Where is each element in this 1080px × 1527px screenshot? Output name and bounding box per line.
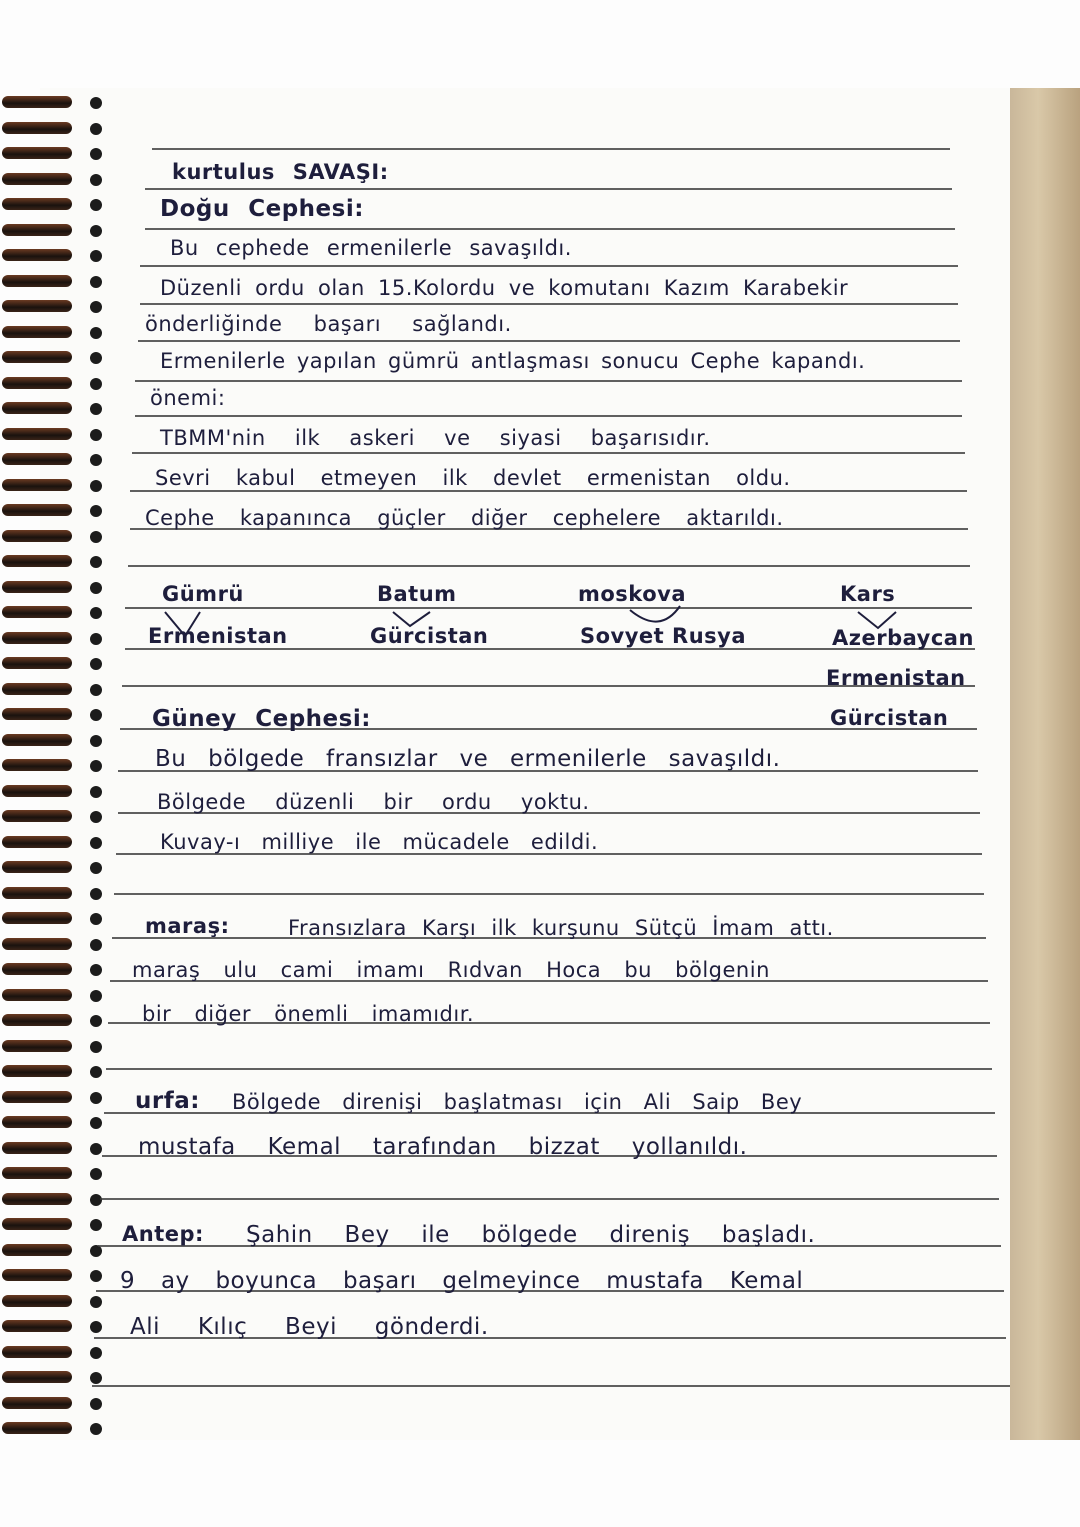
spiral-coil [2, 1291, 102, 1313]
treaty-country: Gürcistan [370, 624, 489, 648]
treaty-name: Batum [377, 582, 457, 606]
treaty-name: moskova [578, 582, 686, 606]
onemi-heading: önemi: [150, 386, 226, 410]
spiral-coil [2, 1240, 102, 1262]
treaty-country: Ermenistan [826, 666, 966, 690]
spiral-coil [2, 730, 102, 752]
spiral-coil [2, 1393, 102, 1415]
treaty-country: Gürcistan [830, 706, 949, 730]
antep-label: Antep: [122, 1222, 204, 1246]
spiral-coil [2, 1367, 102, 1389]
spiral-coil [2, 959, 102, 981]
spiral-coil [2, 1061, 102, 1083]
guney-heading: Güney Cephesi: [152, 706, 371, 732]
spiral-coil [2, 934, 102, 956]
spiral-coil [2, 883, 102, 905]
urfa-line: Bölgede direnişi başlatması için Ali Saip Bey [232, 1090, 803, 1114]
dogu-line: Ermenilerle yapılan gümrü antlaşması sonucu Cephe kapandı. [160, 349, 866, 373]
ruled-line [100, 1198, 999, 1200]
urfa-line: mustafa Kemal tarafından bizzat yollanıldı. [138, 1134, 748, 1160]
spiral-coil [2, 908, 102, 930]
guney-line: Bu bölgede fransızlar ve ermenilerle savaşıldı. [155, 746, 781, 772]
treaty-name: Gümrü [162, 582, 244, 606]
spiral-coil [2, 755, 102, 777]
guney-line: Kuvay-ı milliye ile mücadele edildi. [160, 830, 599, 854]
spiral-coil [2, 1087, 102, 1109]
treaty-name: Kars [840, 582, 896, 606]
dogu-heading: Doğu Cephesi: [160, 196, 364, 222]
urfa-label: urfa: [135, 1088, 200, 1114]
spiral-coil [2, 704, 102, 726]
spiral-coil [2, 806, 102, 828]
treaty-country: Sovyet Rusya [580, 624, 747, 648]
spiral-coil [2, 1010, 102, 1032]
spiral-coil [2, 832, 102, 854]
spiral-coil [2, 781, 102, 803]
dogu-line: Düzenli ordu olan 15.Kolordu ve komutanı Kazım Karabekir [160, 276, 849, 300]
maras-line: Fransızlara Karşı ilk kurşunu Sütçü İmam attı. [288, 916, 834, 940]
dogu-line: önderliğinde başarı sağlandı. [145, 312, 512, 336]
treaty-country: Ermenistan [148, 624, 288, 648]
spiral-coil [2, 985, 102, 1007]
spiral-coil [2, 1214, 102, 1236]
spiral-coil [2, 1036, 102, 1058]
spiral-coil [2, 1189, 102, 1211]
spiral-coil [2, 1342, 102, 1364]
treaty-country: Azerbaycan [832, 626, 974, 650]
maras-line: maraş ulu cami imamı Rıdvan Hoca bu bölgenin [132, 958, 770, 982]
onemi-line: Sevri kabul etmeyen ilk devlet ermenistan oldu. [155, 466, 791, 490]
ruled-line [114, 893, 984, 895]
spiral-coil [2, 1163, 102, 1185]
onemi-line: TBMM'nin ilk askeri ve siyasi başarısıdır. [160, 426, 711, 450]
maras-label: maraş: [145, 914, 230, 938]
antep-line: 9 ay boyunca başarı gelmeyince mustafa Kemal [120, 1268, 804, 1294]
guney-line: Bölgede düzenli bir ordu yoktu. [157, 790, 590, 814]
antep-line: Ali Kılıç Beyi gönderdi. [130, 1314, 489, 1340]
spiral-coil [2, 1316, 102, 1338]
spiral-coil [2, 1265, 102, 1287]
spiral-coil [2, 857, 102, 879]
dogu-line: Bu cephede ermenilerle savaşıldı. [170, 236, 572, 260]
ruled-line [92, 1385, 1010, 1387]
onemi-line: Cephe kapanınca güçler diğer cephelere aktarıldı. [145, 506, 784, 530]
page-title: kurtulus SAVAŞI: [172, 160, 389, 184]
spiral-coil [2, 1138, 102, 1160]
antep-line: Şahin Bey ile bölgede direniş başladı. [246, 1222, 816, 1248]
ruled-line [106, 1068, 992, 1070]
spiral-coil [2, 1112, 102, 1134]
spiral-coil [2, 1418, 102, 1440]
maras-line: bir diğer önemli imamıdır. [142, 1002, 475, 1026]
treaty-arrows [0, 0, 1080, 700]
